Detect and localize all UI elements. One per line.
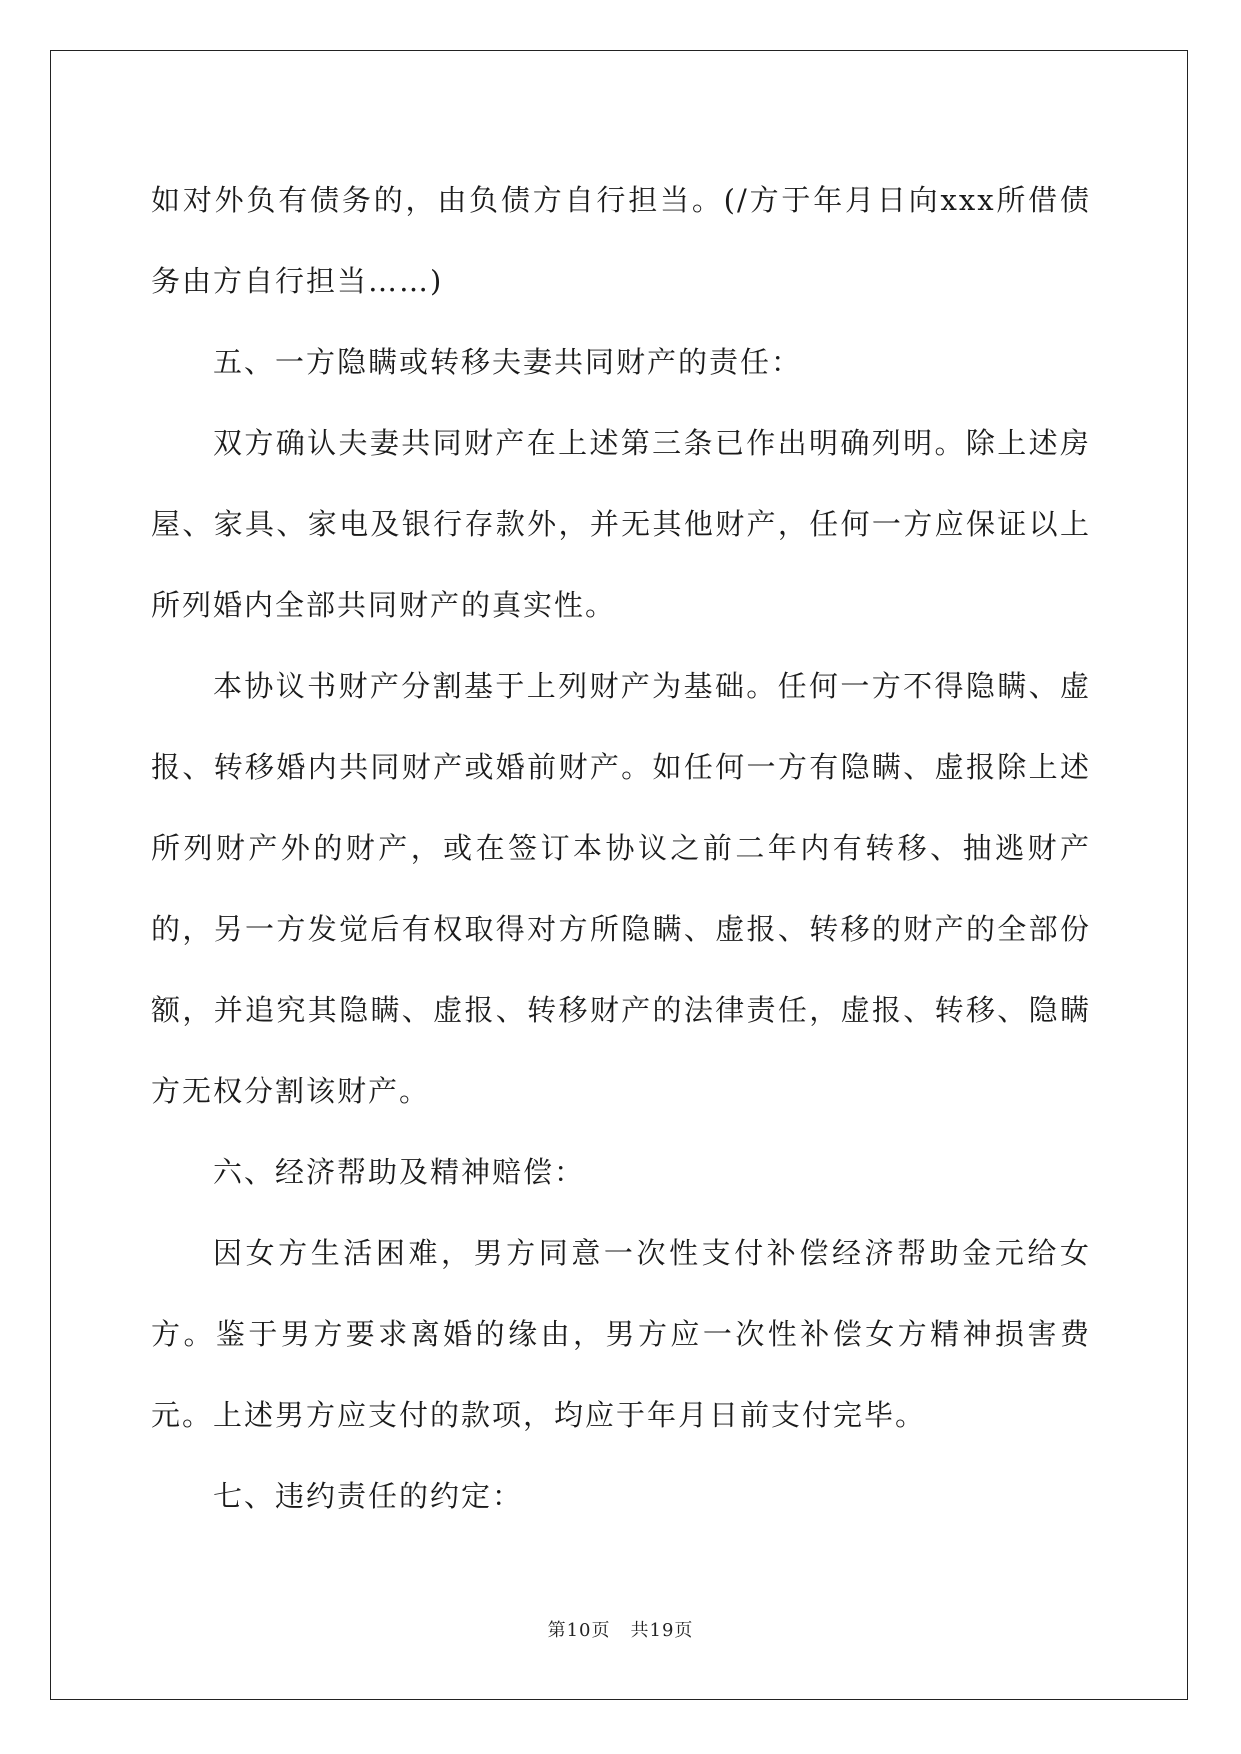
current-page-number: 第10页 [547,1620,611,1641]
total-page-count: 共19页 [630,1620,694,1641]
paragraph-property-confirmation: 双方确认夫妻共同财产在上述第三条已作出明确列明。除上述房屋、家具、家电及银行存款外，并无其他财产，任何一方应保证以上所列婚内全部共同财产的真实性。 [151,426,1091,622]
section-heading-6: 六、经济帮助及精神赔偿： [213,1155,586,1189]
page-footer [0,1616,1241,1642]
paragraph-debt: 如对外负有债务的，由负债方自行担当。(/方于年月日向xxx所借债务由方自行担当……) [151,183,1091,298]
section-heading-7: 七、违约责任的约定： [213,1479,524,1513]
document-body [151,160,1091,1537]
section-heading-5: 五、一方隐瞒或转移夫妻共同财产的责任： [213,345,803,379]
paragraph-property-division: 本协议书财产分割基于上列财产为基础。任何一方不得隐瞒、虚报、转移婚内共同财产或婚前财产。如任何一方有隐瞒、虚报除上述所列财产外的财产，或在签订本协议之前二年内有转移、抽逃财产的，另一方发觉后有权取得对方所隐瞒、虚报、转移的财产的全部份额，并追究其隐瞒、虚报、转移财产的法律责任，虚报、转移、隐瞒方无权分割该财产。 [151,669,1091,1108]
paragraph-compensation: 因女方生活困难，男方同意一次性支付补偿经济帮助金元给女方。鉴于男方要求离婚的缘由，男方应一次性补偿女方精神损害费元。上述男方应支付的款项，均应于年月日前支付完毕。 [151,1236,1091,1432]
